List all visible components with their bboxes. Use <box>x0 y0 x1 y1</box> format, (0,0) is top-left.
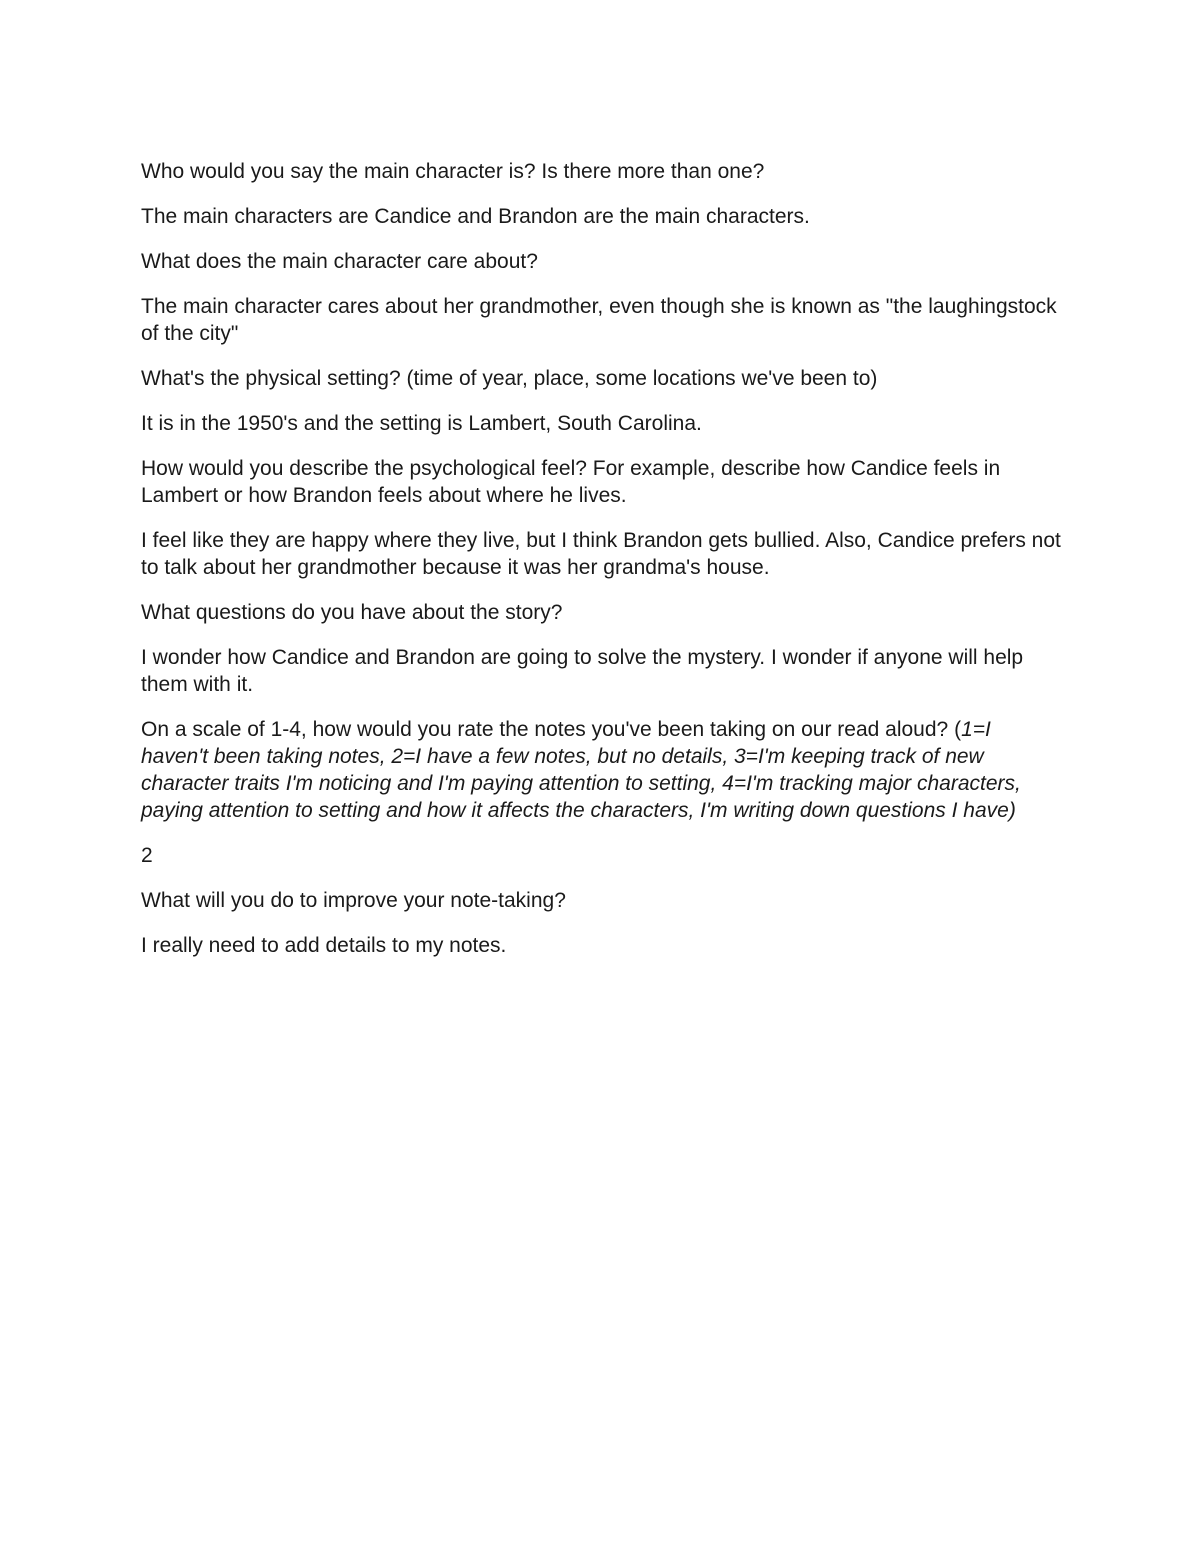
answer-psychological-feel: I feel like they are happy where they live, but I think Brandon gets bullied. Also, Candice prefers not to talk about her grandmother because it was her grandma's house. <box>141 529 1061 579</box>
question-physical-setting: What's the physical setting? (time of year, place, some locations we've been to) <box>141 367 878 390</box>
question-psychological-feel: How would you describe the psychological feel? For example, describe how Candice feels in Lambert or how Brandon feels about where he lives. <box>141 457 1001 507</box>
question-story-questions: What questions do you have about the story? <box>141 601 563 624</box>
scale-rubric-text: 1=I haven't been taking notes, 2=I have a few notes, but no details, 3=I'm keeping track of new character traits I'm noticing and I'm paying attention to setting, 4=I'm tracking major characters, paying attention to setting and how it affects the characters, I'm writing down questions I have) <box>141 718 1021 822</box>
answer-character-cares: The main character cares about her grandmother, even though she is known as "the laughingstock of the city" <box>141 295 1057 345</box>
scale-open-paren: ( <box>954 718 962 741</box>
answer-notes-rating: 2 <box>141 844 153 867</box>
question-improve-notes: What will you do to improve your note-taking? <box>141 889 566 912</box>
answer-main-character: The main characters are Candice and Brandon are the main characters. <box>141 205 810 228</box>
question-main-character: Who would you say the main character is? Is there more than one? <box>141 160 765 183</box>
question-notes-scale <box>141 716 1061 824</box>
answer-story-questions: I wonder how Candice and Brandon are going to solve the mystery. I wonder if anyone will help them with it. <box>141 646 1024 696</box>
answer-physical-setting: It is in the 1950's and the setting is Lambert, South Carolina. <box>141 412 702 435</box>
scale-question-text: On a scale of 1-4, how would you rate the notes you've been taking on our read aloud? <box>141 718 949 741</box>
question-character-cares: What does the main character care about? <box>141 250 538 273</box>
answer-improve-notes: I really need to add details to my notes. <box>141 934 507 957</box>
document-body <box>141 158 1061 977</box>
